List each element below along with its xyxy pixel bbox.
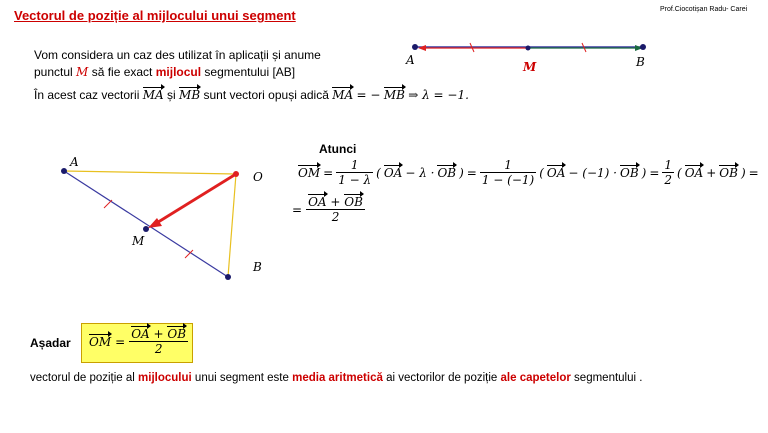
vector-ob: OB: [619, 165, 639, 180]
vector-ma-eq: MA: [332, 88, 354, 102]
vector-om: OM: [298, 165, 321, 180]
page-title: Vectorul de poziție al mijlocului unui segment: [14, 8, 296, 23]
segment-ao: [64, 171, 236, 174]
asadar-label: Așadar: [30, 336, 71, 350]
fraction-1-over-2-neg: [480, 158, 536, 187]
conclusion-sentence: [30, 372, 642, 384]
segment-ab: [64, 171, 228, 277]
label-a: A: [70, 155, 79, 169]
tick-mark: [104, 200, 112, 208]
vector-oa: OA: [308, 195, 327, 209]
label-m-top: M: [523, 60, 537, 74]
label-o: O: [253, 170, 263, 184]
vector-om: OM: [89, 334, 112, 349]
equals-sign: =: [292, 202, 303, 217]
intro-text: să fie exact: [91, 65, 153, 79]
result-box: [81, 323, 193, 363]
derivation-line-2: [292, 195, 365, 224]
paren: (: [376, 165, 381, 180]
vector-oa: OA: [383, 165, 403, 180]
denominator: 1 − λ: [338, 173, 372, 187]
fraction-midpoint: [306, 195, 365, 224]
lambda-result: ⇒ λ = −1.: [408, 88, 469, 102]
point-a-top: [412, 44, 418, 50]
paren: ): [459, 165, 464, 180]
atunci-label: Atunci: [319, 142, 357, 156]
point-b-top: [640, 44, 646, 50]
operator: +: [153, 327, 164, 341]
vector-mb: MB: [179, 88, 201, 102]
highlight-mijlocului: mijlocului: [138, 372, 192, 384]
vector-ob: OB: [167, 327, 187, 341]
numerator: [306, 195, 365, 210]
highlight-mijlocul: mijlocul: [155, 65, 202, 79]
paren: ): [740, 165, 746, 180]
numerator: 1: [336, 158, 373, 173]
vector-ob: OB: [719, 165, 738, 180]
result-formula: [89, 327, 188, 356]
paren: ): [641, 165, 647, 180]
denominator: 2: [154, 342, 163, 356]
operator: +: [330, 195, 341, 209]
point-a: [61, 168, 67, 174]
conclusion-text: ai vectorilor de poziție: [386, 372, 498, 384]
numerator: 1: [480, 158, 536, 173]
intro-text: segmentului [AB]: [204, 65, 296, 79]
intro-text: sunt vectori opuși adică: [203, 88, 329, 102]
label-b: B: [253, 260, 262, 274]
highlight-media-aritmetica: media aritmetică: [292, 372, 383, 384]
vector-ma: MA: [142, 88, 164, 102]
arrowhead-ma: [418, 45, 426, 51]
equals-sign: =: [115, 334, 126, 349]
conclusion-text: vectorul de poziție al: [30, 372, 135, 384]
derivation-line-1: [298, 158, 759, 187]
point-m-top: [526, 46, 531, 51]
point-b: [225, 274, 231, 280]
vector-ob: OB: [437, 165, 457, 180]
operator: +: [706, 165, 717, 180]
equals-sign: =: [649, 165, 660, 180]
conclusion-text: segmentului .: [574, 372, 643, 384]
intro-line-1: Vom considera un caz des utilizat în aplicații și anume: [34, 48, 321, 62]
paren: (: [539, 165, 544, 180]
fraction-1-over-1-lambda: [336, 158, 373, 187]
fraction-one-half: [662, 158, 674, 187]
label-m: M: [132, 234, 145, 248]
label-a-top: A: [406, 53, 415, 67]
denominator: 2: [664, 173, 673, 187]
point-m: M: [76, 65, 89, 79]
numerator: [129, 327, 188, 342]
equals-minus: = −: [356, 88, 381, 102]
point-m: [143, 226, 149, 232]
vector-mb-eq: MB: [383, 88, 405, 102]
highlight-ale-capetelor: ale capetelor: [500, 372, 571, 384]
vector-oa: OA: [546, 165, 566, 180]
intro-text: și: [167, 88, 176, 102]
operator: − λ ·: [405, 165, 435, 180]
vector-oa: OA: [131, 327, 150, 341]
vector-ob: OB: [344, 195, 363, 209]
denominator: 2: [331, 210, 340, 224]
numerator: 1: [664, 158, 673, 172]
paren: (: [677, 165, 682, 180]
equals-sign: =: [466, 165, 477, 180]
vector-oa: OA: [684, 165, 704, 180]
equals-sign: =: [323, 165, 334, 180]
intro-text: punctul: [34, 65, 73, 79]
conclusion-text: unui segment este: [194, 372, 289, 384]
fraction-midpoint: [129, 327, 188, 356]
intro-text: În acest caz vectorii: [34, 88, 140, 102]
vector-om: [155, 174, 236, 224]
operator: − (−1) ·: [568, 165, 617, 180]
segment-ob: [228, 174, 236, 277]
author-label: Prof.Ciocotișan Radu- Carei: [660, 6, 748, 13]
label-b-top: B: [636, 55, 645, 69]
point-o: [233, 171, 239, 177]
equals-sign: =: [748, 165, 759, 180]
denominator: 1 − (−1): [481, 173, 535, 187]
